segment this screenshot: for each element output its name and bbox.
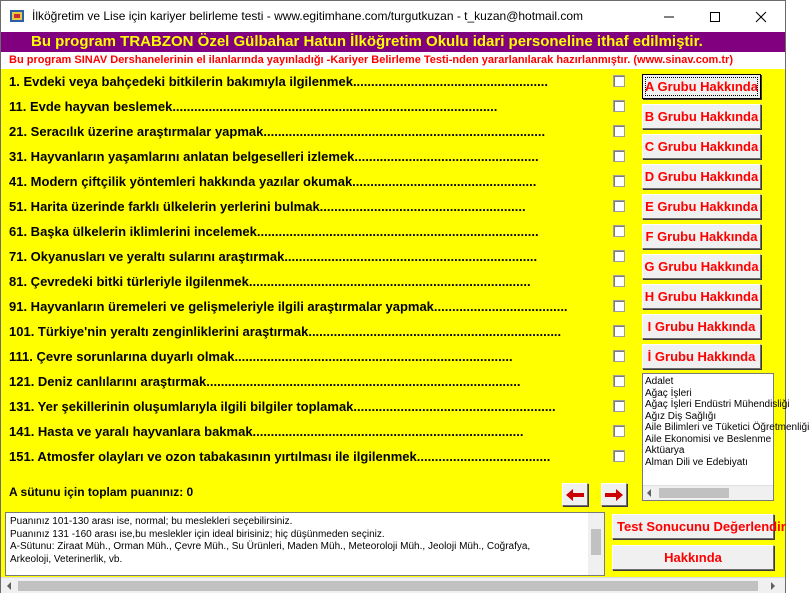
scroll-left-icon[interactable]	[5, 582, 13, 590]
group-i-button[interactable]: I Grubu Hakkında	[642, 314, 761, 339]
group-g-button[interactable]: G Grubu Hakkında	[642, 254, 761, 279]
question-checkbox[interactable]	[613, 375, 625, 387]
next-button[interactable]	[601, 483, 627, 506]
profession-listbox[interactable]	[642, 373, 809, 501]
window-title: İlköğretim ve Lise için kariyer belirleme testi - www.egitimhane.com/turgutkuzan - t_kuzan@hotmail.com	[32, 9, 584, 23]
question-label: 1. Evdeki veya bahçedeki bitkilerin bakımıyla ilgilenmek......................................................	[9, 74, 548, 89]
question-label: 41. Modern çiftçilik yöntemleri hakkında yazılar okumak...................................................	[9, 174, 537, 189]
group-i-dotted-button[interactable]: İ Grubu Hakkında	[642, 344, 761, 369]
title-bar	[1, 1, 785, 32]
group-e-button[interactable]: E Grubu Hakkında	[642, 194, 761, 219]
evaluate-result-button[interactable]: Test Sonucunu Değerlendir	[612, 514, 774, 539]
source-text: Bu program SINAV Dershanelerinin el ilanlarında yayınladığı -Kariyer Belirleme Testi-nden yararlanılarak hazırlanmıştır. (www.sinav.com.tr)	[9, 54, 733, 66]
result-textarea[interactable]	[5, 512, 605, 576]
question-label: 101. Türkiye'nin yeraltı zenginliklerini araştırmak......................................................................	[9, 324, 562, 339]
question-checkbox[interactable]	[613, 350, 625, 362]
source-banner	[1, 52, 785, 69]
group-c-button[interactable]: C Grubu Hakkında	[642, 134, 761, 159]
question-checkbox[interactable]	[613, 100, 625, 112]
group-h-button[interactable]: H Grubu Hakkında	[642, 284, 761, 309]
scrollbar-thumb[interactable]	[591, 529, 601, 555]
result-line: Puanınız 101-130 arası ise, normal; bu meslekleri seçebilirsiniz.	[10, 516, 293, 527]
question-label: 51. Harita üzerinde farklı ülkelerin yerlerini bulmak.........................................................	[9, 199, 526, 214]
right-arrow-icon	[605, 489, 623, 501]
list-item[interactable]: Ağaç İşleri	[645, 387, 692, 399]
minimize-button[interactable]	[646, 1, 692, 32]
question-label: 61. Başka ülkelerin iklimlerini incelemek..............................................................................	[9, 224, 539, 239]
question-label: 31. Hayvanların yaşamlarını anlatan belgeselleri izlemek...................................................	[9, 149, 539, 164]
question-checkbox[interactable]	[613, 225, 625, 237]
result-text	[10, 516, 588, 566]
scroll-left-icon[interactable]	[645, 489, 653, 497]
question-checkbox[interactable]	[613, 275, 625, 287]
question-label: 121. Deniz canlılarını araştırmak.......................................................................................	[9, 374, 521, 389]
question-label: 21. Seracılık üzerine araştırmalar yapmak..............................................................................	[9, 124, 546, 139]
scroll-right-icon[interactable]	[769, 582, 777, 590]
close-button[interactable]	[738, 1, 784, 32]
list-item[interactable]: Aile Bilimleri ve Tüketici Öğretmenliği	[645, 422, 809, 433]
list-item[interactable]: Aktüarya	[645, 445, 685, 456]
textarea-vertical-scrollbar[interactable]	[588, 513, 604, 575]
listbox-horizontal-scrollbar[interactable]	[643, 485, 773, 500]
question-checkbox[interactable]	[613, 300, 625, 312]
question-checkbox[interactable]	[613, 250, 625, 262]
list-item[interactable]: Aile Ekonomisi ve Beslenme	[645, 433, 772, 445]
group-a-button[interactable]: A Grubu Hakkında	[642, 74, 761, 99]
dedication-banner	[1, 32, 785, 52]
question-label: 151. Atmosfer olayları ve ozon tabakasının yırtılması ile ilgilenmek.....................................	[9, 449, 551, 464]
group-b-button[interactable]: B Grubu Hakkında	[642, 104, 761, 129]
question-checkbox[interactable]	[613, 125, 625, 137]
result-line: Arkeoloji, Veterinerlik, vb.	[10, 553, 123, 565]
about-button[interactable]: Hakkında	[612, 545, 774, 570]
minimize-icon	[664, 12, 674, 22]
question-label: 91. Hayvanların üremeleri ve gelişmeleriyle ilgili araştırmalar yapmak.....................................	[9, 299, 568, 314]
question-checkbox[interactable]	[613, 75, 625, 87]
list-item[interactable]: Ağaç İşleri Endüstri Mühendisliği	[645, 399, 790, 410]
dedication-text: Bu program TRABZON Özel Gülbahar Hatun İlköğretim Okulu idari personeline ithaf edilmiştir.	[31, 33, 703, 50]
maximize-button[interactable]	[692, 1, 738, 32]
question-checkbox[interactable]	[613, 150, 625, 162]
left-arrow-icon	[566, 489, 584, 501]
question-checkbox[interactable]	[613, 325, 625, 337]
question-label: 111. Çevre sorunlarına duyarlı olmak.............................................................................	[9, 349, 513, 364]
question-label: 131. Yer şekillerinin oluşumlarıyla ilgili bilgiler toplamak........................................................	[9, 399, 556, 414]
question-checkbox[interactable]	[613, 450, 625, 462]
result-line: Puanınız 131 -160 arası ise,bu meslekler için ideal birisiniz; hiç düşünmeden seçiniz.	[10, 528, 385, 540]
question-checkbox[interactable]	[613, 200, 625, 212]
maximize-icon	[710, 12, 720, 22]
question-label: 11. Evde hayvan beslemek..........................................................................................	[9, 99, 498, 114]
list-item[interactable]: Alman Dili ve Edebiyatı	[645, 456, 748, 468]
question-label: 141. Hasta ve yaralı hayvanlara bakmak...........................................................................	[9, 424, 524, 439]
scrollbar-thumb[interactable]	[18, 581, 758, 591]
previous-button[interactable]	[562, 483, 588, 506]
list-item[interactable]: Adalet	[645, 376, 674, 387]
question-checkbox[interactable]	[613, 425, 625, 437]
profession-list	[645, 376, 809, 468]
scrollbar-thumb[interactable]	[659, 488, 729, 498]
app-icon	[9, 8, 25, 24]
result-line: A-Sütunu: Ziraat Müh., Orman Müh., Çevre Müh., Su Ürünleri, Maden Müh., Meteoroloji Müh., Jeoloji Müh., Coğrafya,	[10, 541, 531, 552]
window-horizontal-scrollbar[interactable]	[1, 577, 785, 593]
question-label: 81. Çevredeki bitki türleriyle ilgilenmek..............................................................................	[9, 274, 531, 289]
list-item[interactable]: Ağız Diş Sağlığı	[645, 410, 717, 422]
total-score: A sütunu için toplam puanınız: 0	[9, 485, 194, 499]
group-f-button[interactable]: F Grubu Hakkında	[642, 224, 761, 249]
question-label: 71. Okyanusları ve yeraltı sularını araştırmak......................................................................	[9, 249, 538, 264]
close-icon	[756, 12, 766, 22]
question-checkbox[interactable]	[613, 400, 625, 412]
group-d-button[interactable]: D Grubu Hakkında	[642, 164, 761, 189]
question-checkbox[interactable]	[613, 175, 625, 187]
